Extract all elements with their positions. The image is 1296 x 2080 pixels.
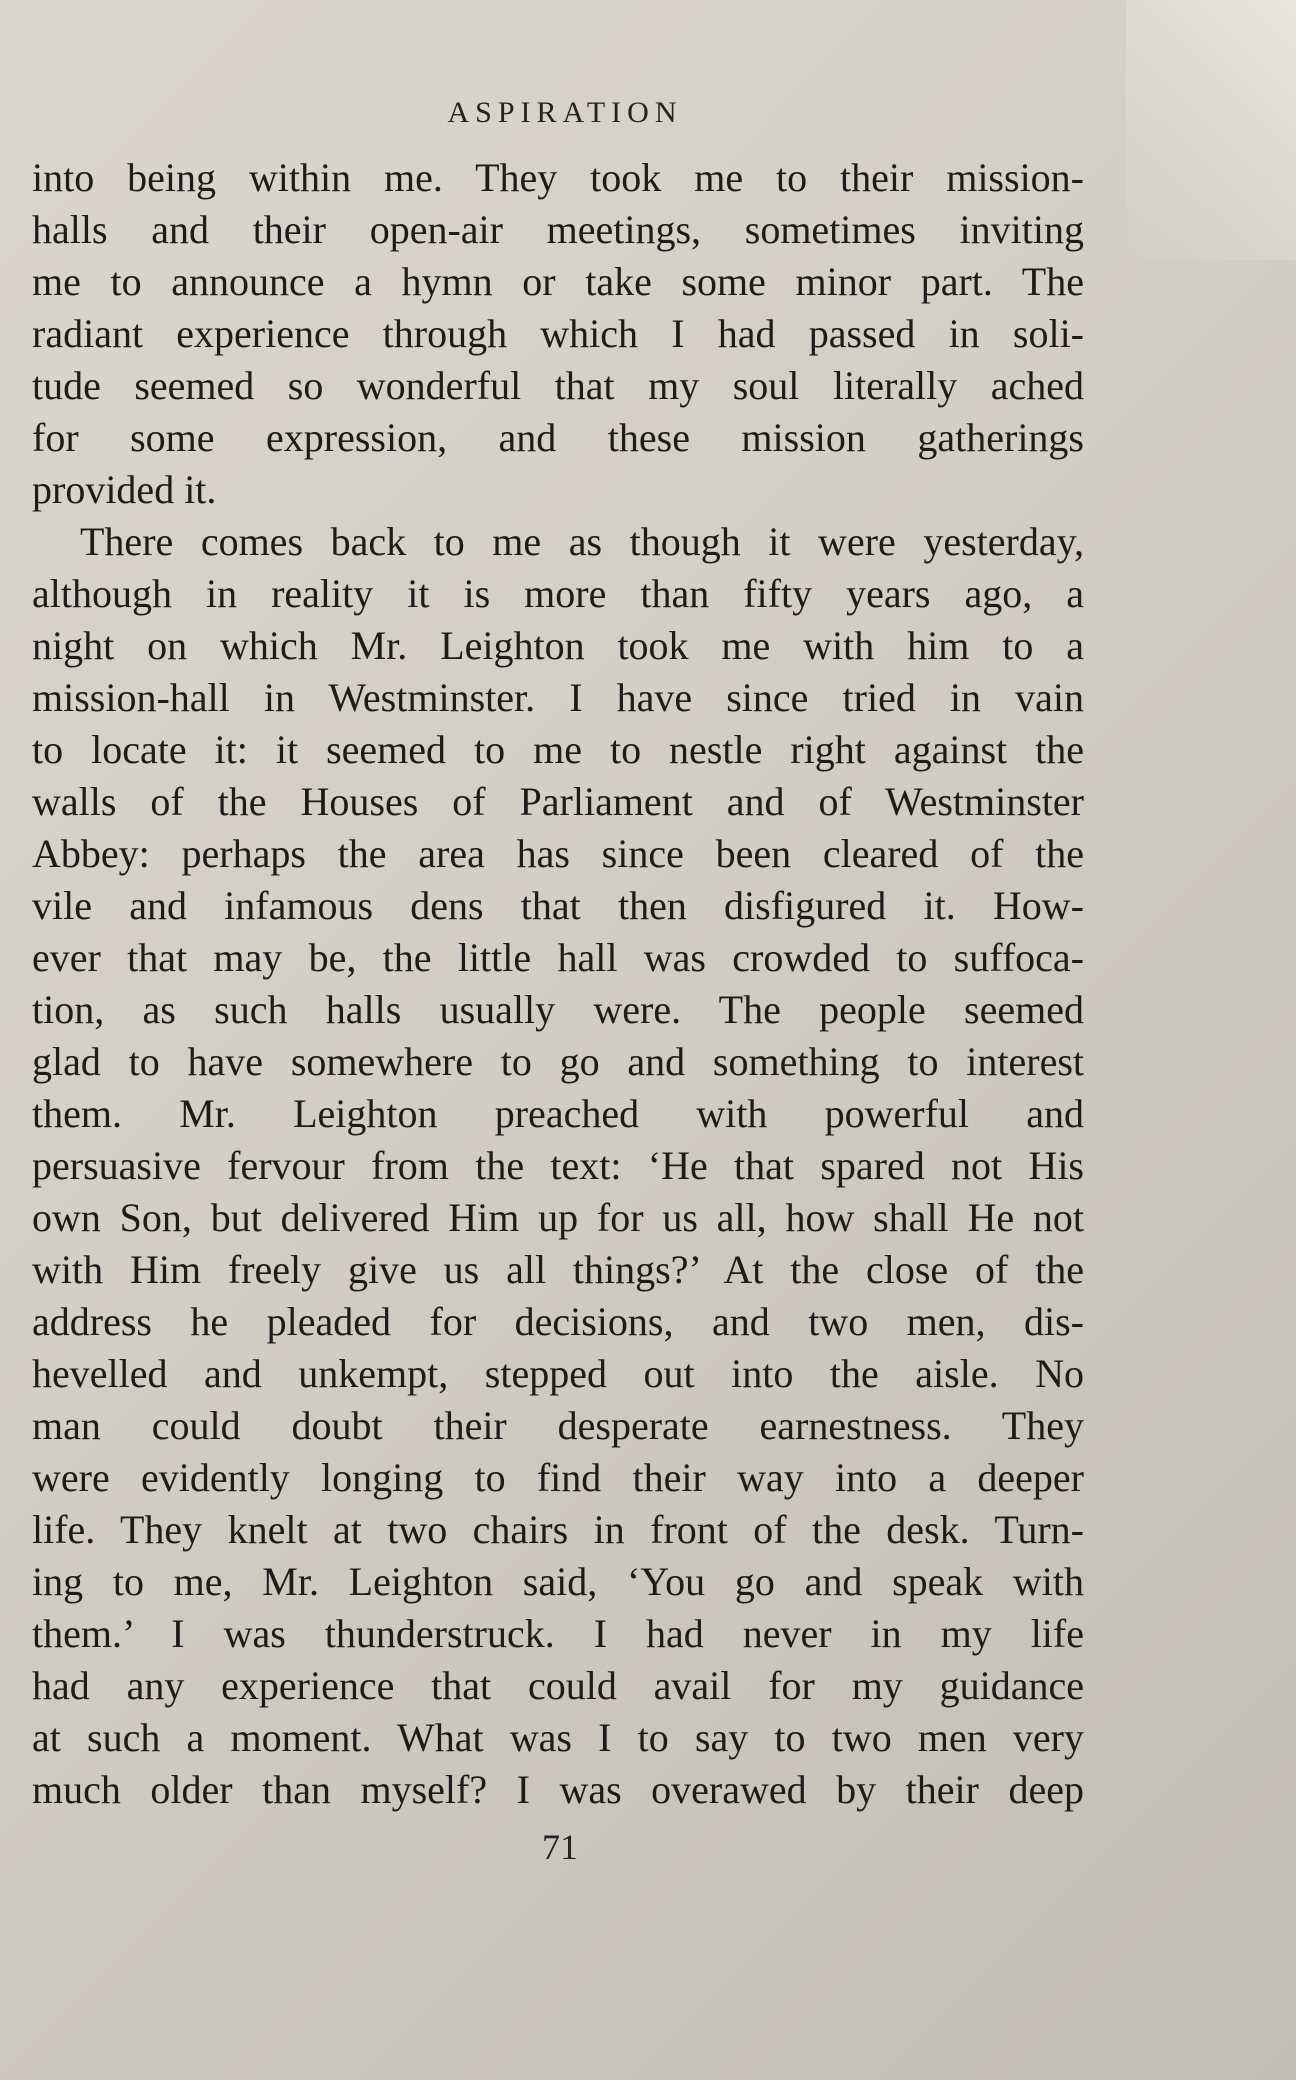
text-line: persuasive fervour from the text: ‘He that spared not His	[32, 1143, 1084, 1188]
text-line: provided it.	[32, 467, 217, 512]
text-line: vile and infamous dens that then disfigured it. How-	[32, 883, 1084, 928]
text-line: with Him freely give us all things?’ At the close of the	[32, 1247, 1084, 1292]
text-line: own Son, but delivered Him up for us all, how shall He not	[32, 1195, 1084, 1240]
text-line: Abbey: perhaps the area has since been cleared of the	[32, 831, 1084, 876]
text-line: halls and their open-air meetings, sometimes inviting	[32, 207, 1084, 252]
body-text	[32, 152, 1084, 1816]
text-line: hevelled and unkempt, stepped out into the aisle. No	[32, 1351, 1084, 1396]
text-line: mission-hall in Westminster. I have since tried in vain	[32, 675, 1084, 720]
text-line: at such a moment. What was I to say to two men very	[32, 1715, 1084, 1760]
page-corner-shading	[1126, 0, 1296, 260]
text-line: into being within me. They took me to their mission-	[32, 155, 1084, 200]
text-line: life. They knelt at two chairs in front of the desk. Turn-	[32, 1507, 1084, 1552]
text-line: glad to have somewhere to go and something to interest	[32, 1039, 1084, 1084]
text-line: night on which Mr. Leighton took me with him to a	[32, 623, 1084, 668]
text-line: There comes back to me as though it were yesterday,	[80, 519, 1084, 564]
page-number: 71	[542, 1827, 578, 1867]
text-line: for some expression, and these mission gatherings	[32, 415, 1084, 460]
text-line: had any experience that could avail for my guidance	[32, 1663, 1084, 1708]
text-line: to locate it: it seemed to me to nestle right against the	[32, 727, 1084, 772]
text-line: were evidently longing to find their way into a deeper	[32, 1455, 1084, 1500]
text-line: address he pleaded for decisions, and two men, dis-	[32, 1299, 1084, 1344]
text-line: walls of the Houses of Parliament and of Westminster	[32, 779, 1084, 824]
text-line: much older than myself? I was overawed by their deep	[32, 1767, 1084, 1812]
text-line: tude seemed so wonderful that my soul literally ached	[32, 363, 1084, 408]
text-line: radiant experience through which I had passed in soli-	[32, 311, 1084, 356]
text-line: them.’ I was thunderstruck. I had never in my life	[32, 1611, 1084, 1656]
text-line: man could doubt their desperate earnestness. They	[32, 1403, 1084, 1448]
text-line: tion, as such halls usually were. The people seemed	[32, 987, 1084, 1032]
running-head: ASPIRATION	[447, 96, 683, 129]
text-line: although in reality it is more than fifty years ago, a	[32, 571, 1084, 616]
text-line: ever that may be, the little hall was crowded to suffoca-	[32, 935, 1084, 980]
text-line: them. Mr. Leighton preached with powerful and	[32, 1091, 1084, 1136]
text-line: me to announce a hymn or take some minor part. The	[32, 259, 1084, 304]
text-line: ing to me, Mr. Leighton said, ‘You go and speak with	[32, 1559, 1084, 1604]
